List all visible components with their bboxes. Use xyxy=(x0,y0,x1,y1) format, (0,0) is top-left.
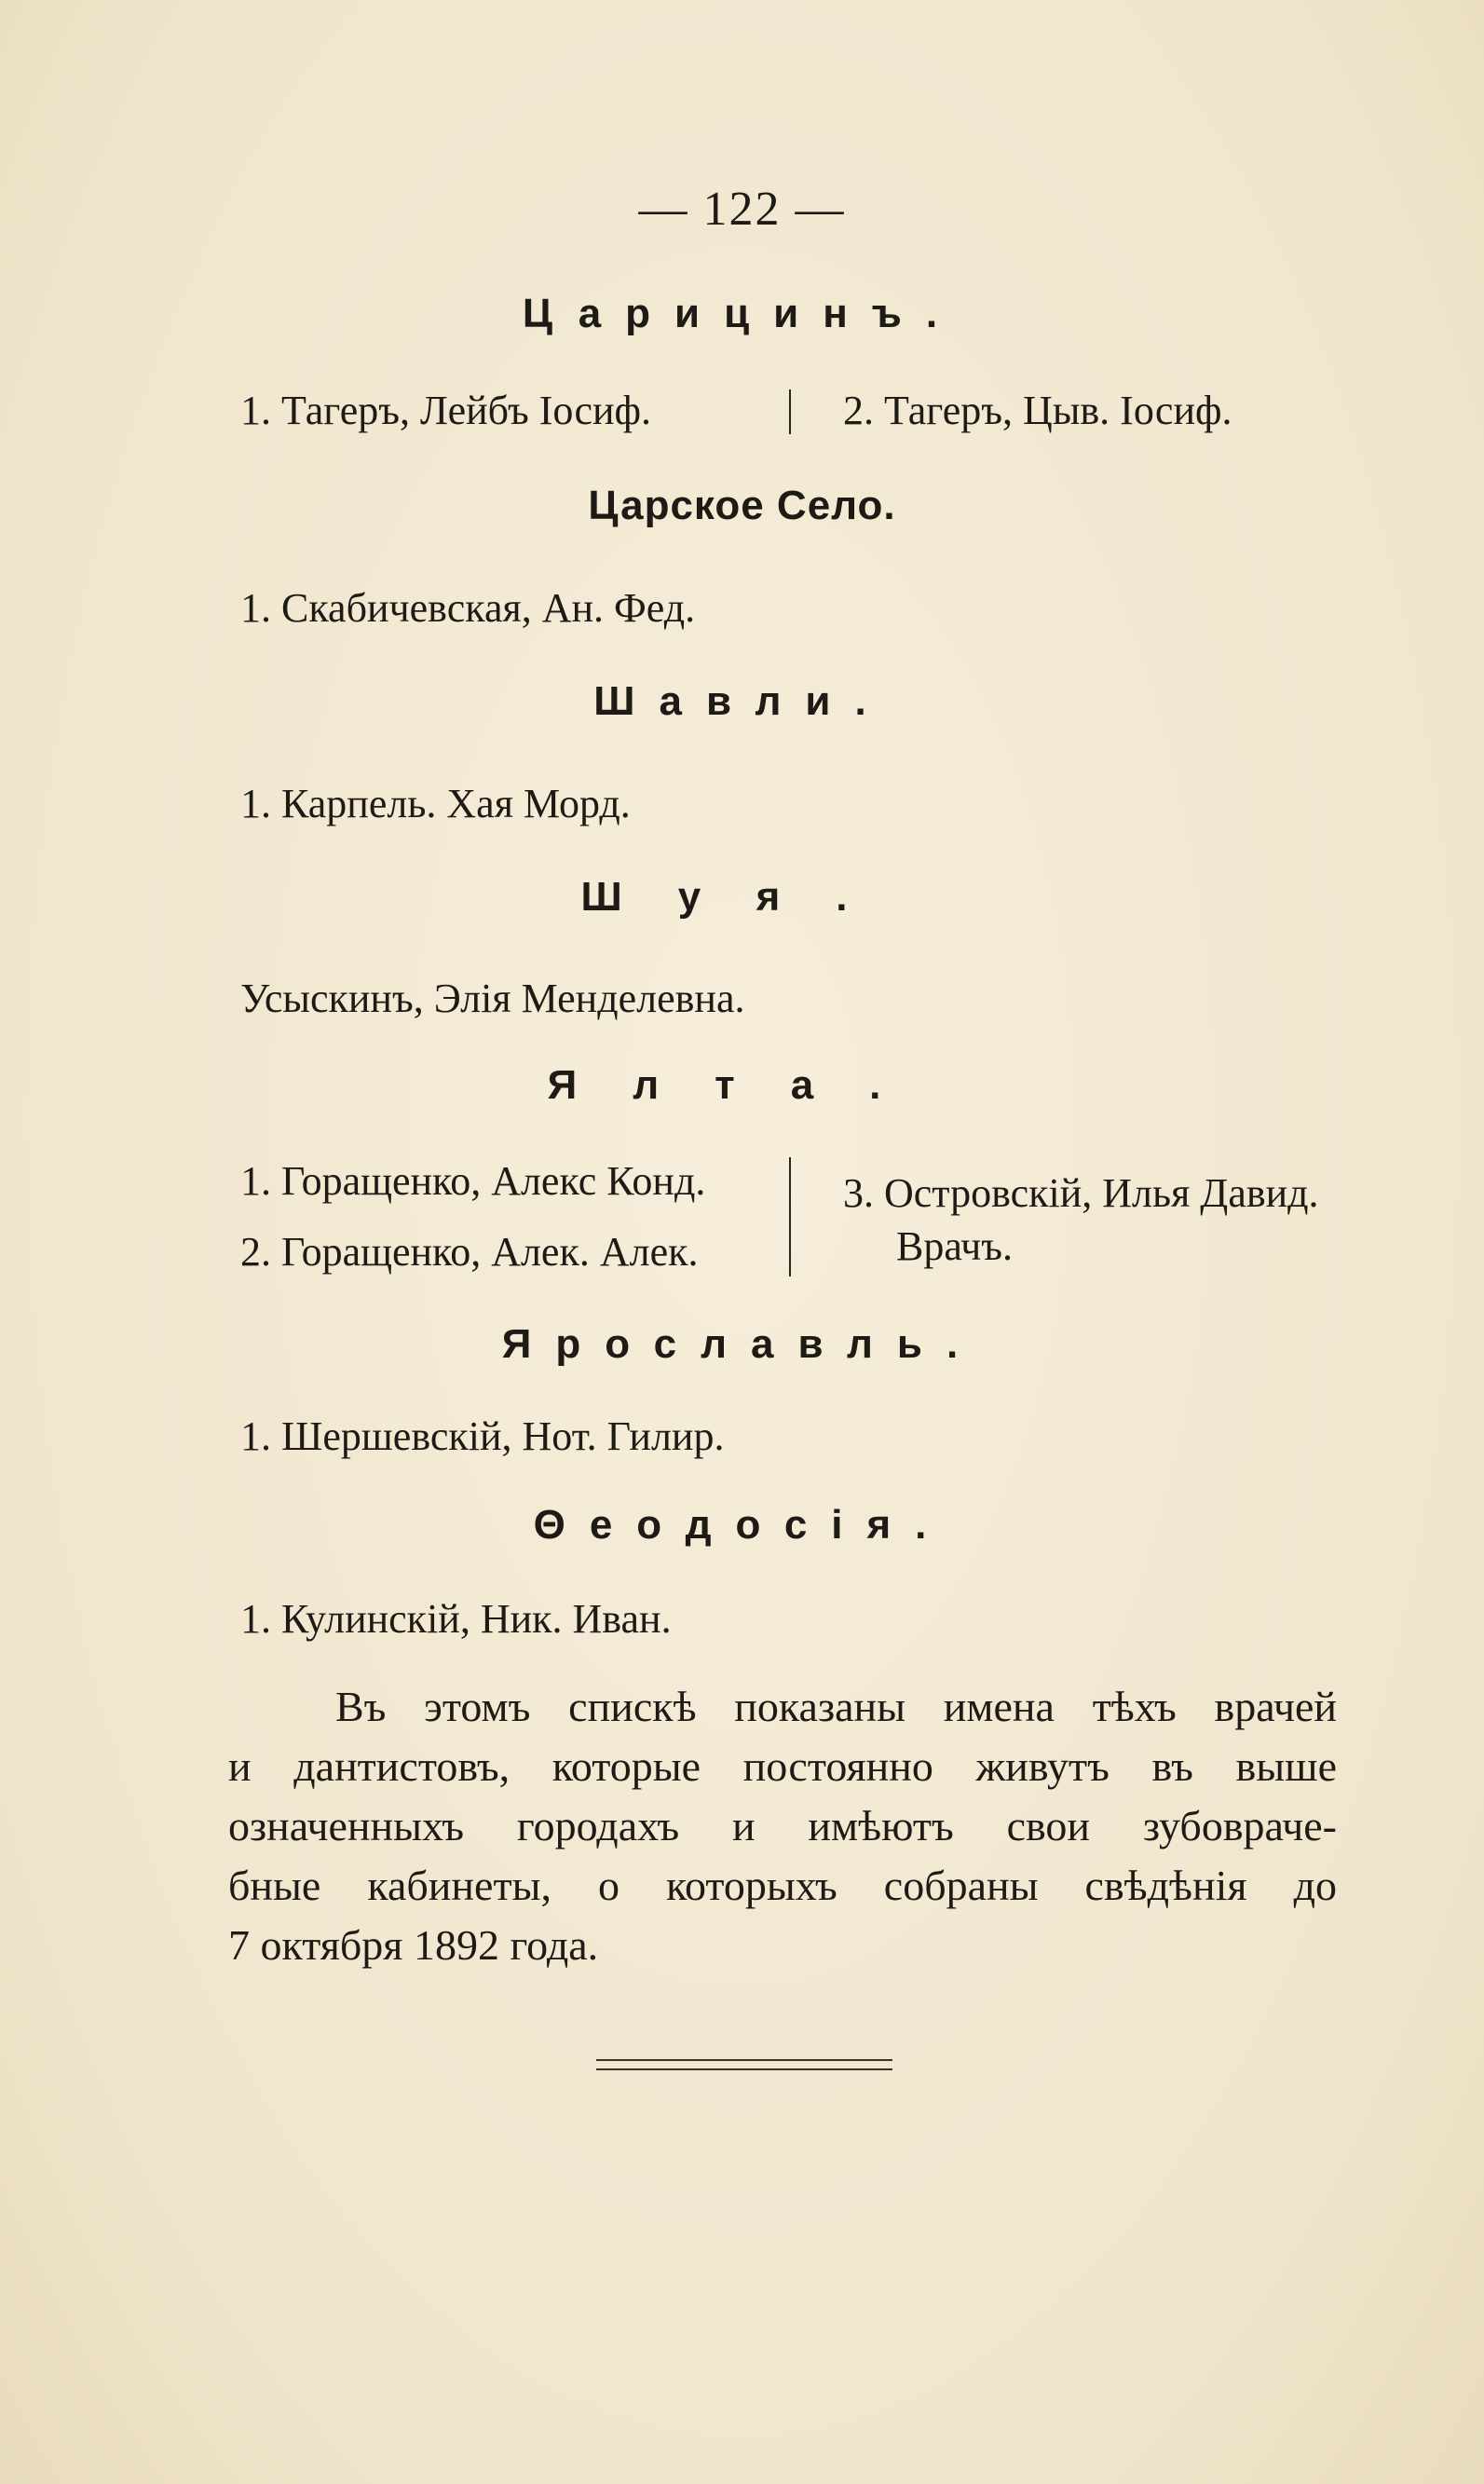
heading-tsarskoe-selo: Царское Село. xyxy=(588,483,896,528)
heading-tsaritsyn: Царицинъ. xyxy=(522,291,962,336)
entry-yalta-3-note: Врачъ. xyxy=(896,1223,1013,1269)
paragraph-line: Въ этомъ спискѣ показаны имена тѣхъ врачей xyxy=(335,1683,1337,1730)
entry-shavli-1: 1. Карпель. Хая Морд. xyxy=(240,781,631,826)
paragraph-line: 7 октября 1892 года. xyxy=(228,1921,599,1969)
heading-yaroslavl: Ярославль. xyxy=(501,1321,983,1367)
column-divider xyxy=(789,389,791,434)
heading-shavli: Шавли. xyxy=(593,678,891,724)
paragraph-line: означенныхъ городахъ и имѣютъ свои зубовраче- xyxy=(228,1802,1337,1849)
heading-feodosia: Θеодосія. xyxy=(533,1502,951,1548)
paragraph-line: и дантистовъ, которые постоянно живутъ въ выше xyxy=(228,1742,1337,1790)
closing-paragraph xyxy=(228,1677,1337,1975)
entry-yalta-3: 3. Островскій, Илья Давид. xyxy=(843,1170,1319,1216)
entry-tsaritsyn-2: 2. Тагеръ, Цыв. Іосиф. xyxy=(843,388,1232,433)
heading-yalta: Ялта. xyxy=(547,1062,937,1108)
paragraph-line: бные кабинеты, о которыхъ собраны свѣдѣнія до xyxy=(228,1862,1337,1909)
ornamental-double-rule xyxy=(596,2059,892,2070)
entry-shuya-1: Усыскинъ, Элія Менделевна. xyxy=(240,976,745,1021)
entry-tsaritsyn-1: 1. Тагеръ, Лейбъ Іосиф. xyxy=(240,388,652,433)
entry-tsarskoe-1: 1. Скабичевская, Ан. Фед. xyxy=(240,585,696,631)
entry-yalta-1: 1. Горащенко, Алекс Конд. xyxy=(240,1158,706,1204)
page-number: — 122 — xyxy=(638,183,846,236)
heading-shuya: Шуя. xyxy=(580,874,904,920)
entry-feodosia-1: 1. Кулинскій, Ник. Иван. xyxy=(240,1596,672,1642)
entry-yaroslavl-1: 1. Шершевскій, Нот. Гилир. xyxy=(240,1413,725,1459)
entry-yalta-2: 2. Горащенко, Алек. Алек. xyxy=(240,1229,699,1275)
column-divider xyxy=(789,1157,791,1276)
